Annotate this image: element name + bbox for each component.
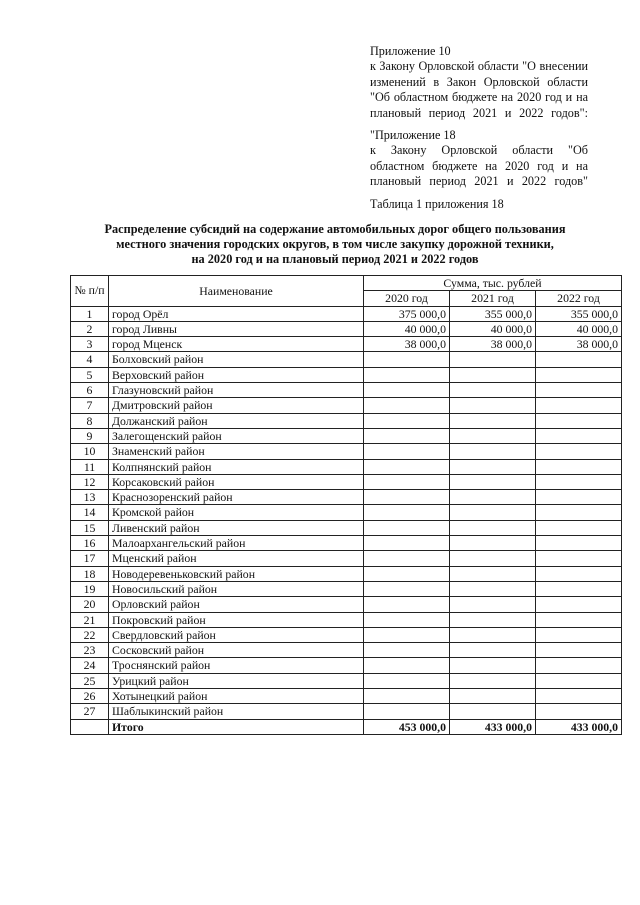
- row-number: 26: [71, 689, 109, 704]
- table-row: [71, 673, 622, 688]
- appendix-block: [370, 44, 588, 212]
- row-value-2021: [450, 551, 536, 566]
- table-total-row: [71, 719, 622, 734]
- row-number: 6: [71, 383, 109, 398]
- table-row: [71, 321, 622, 336]
- row-number: 8: [71, 413, 109, 428]
- row-name: Должанский район: [109, 413, 364, 428]
- row-value-2021: [450, 597, 536, 612]
- row-value-2021: 355 000,0: [450, 306, 536, 321]
- row-name: Глазуновский район: [109, 383, 364, 398]
- row-number: 4: [71, 352, 109, 367]
- row-value-2020: [364, 581, 450, 596]
- row-number: 14: [71, 505, 109, 520]
- row-value-2020: [364, 459, 450, 474]
- row-value-2022: [536, 383, 622, 398]
- row-value-2021: [450, 444, 536, 459]
- row-name: Малоархангельский район: [109, 536, 364, 551]
- row-value-2020: [364, 658, 450, 673]
- total-value-2022: 433 000,0: [536, 719, 622, 734]
- row-value-2021: [450, 383, 536, 398]
- row-value-2021: 40 000,0: [450, 321, 536, 336]
- row-name: Краснозоренский район: [109, 490, 364, 505]
- row-value-2022: [536, 581, 622, 596]
- row-name: город Орёл: [109, 306, 364, 321]
- title-line: на 2020 год и на плановый период 2021 и 2022 годов: [191, 252, 479, 267]
- header-year-2021: 2021 год: [450, 291, 536, 306]
- table-row: [71, 627, 622, 642]
- table-reference: Таблица 1 приложения 18: [370, 196, 504, 211]
- row-value-2022: [536, 658, 622, 673]
- table-row: [71, 643, 622, 658]
- row-value-2022: [536, 459, 622, 474]
- row-value-2020: [364, 566, 450, 581]
- row-number: 15: [71, 520, 109, 535]
- row-value-2021: [450, 689, 536, 704]
- row-name: Шаблыкинский район: [109, 704, 364, 719]
- row-number: 13: [71, 490, 109, 505]
- row-value-2020: [364, 474, 450, 489]
- appendix-law-reference: к Закону Орловской области "О внесении изменений в Закон Орловской области "Об областном бюджете на 2020 год и на плановый период 2021 и 2022 годов":: [370, 59, 588, 120]
- row-value-2020: 375 000,0: [364, 306, 450, 321]
- row-value-2020: [364, 597, 450, 612]
- row-name: Свердловский район: [109, 627, 364, 642]
- row-name: Новосильский район: [109, 581, 364, 596]
- row-value-2021: [450, 566, 536, 581]
- row-number: 11: [71, 459, 109, 474]
- row-name: Верховский район: [109, 367, 364, 382]
- table-row: [71, 704, 622, 719]
- row-value-2020: [364, 398, 450, 413]
- row-number: 25: [71, 673, 109, 688]
- total-number-cell: [71, 719, 109, 734]
- row-value-2021: [450, 643, 536, 658]
- table-row: [71, 581, 622, 596]
- table-row: [71, 459, 622, 474]
- row-name: Кромской район: [109, 505, 364, 520]
- row-number: 18: [71, 566, 109, 581]
- row-value-2021: [450, 581, 536, 596]
- row-name: Дмитровский район: [109, 398, 364, 413]
- row-number: 16: [71, 536, 109, 551]
- row-value-2020: [364, 689, 450, 704]
- row-value-2020: [364, 612, 450, 627]
- row-value-2021: [450, 367, 536, 382]
- row-value-2020: [364, 643, 450, 658]
- total-label: Итого: [109, 719, 364, 734]
- row-number: 10: [71, 444, 109, 459]
- row-value-2020: [364, 352, 450, 367]
- row-value-2022: [536, 536, 622, 551]
- table-row: [71, 413, 622, 428]
- table-row: [71, 428, 622, 443]
- row-value-2022: [536, 444, 622, 459]
- appendix-line: Приложение 10: [370, 44, 451, 58]
- appendix-line: "Приложение 18: [370, 128, 456, 143]
- row-value-2020: [364, 520, 450, 535]
- row-number: 5: [71, 367, 109, 382]
- row-value-2020: [364, 551, 450, 566]
- row-number: 20: [71, 597, 109, 612]
- total-value-2021: 433 000,0: [450, 719, 536, 734]
- row-value-2021: [450, 704, 536, 719]
- row-name: Знаменский район: [109, 444, 364, 459]
- table-row: [71, 352, 622, 367]
- row-value-2022: [536, 413, 622, 428]
- row-value-2020: [364, 444, 450, 459]
- row-number: 19: [71, 581, 109, 596]
- row-value-2022: 355 000,0: [536, 306, 622, 321]
- row-name: город Мценск: [109, 337, 364, 352]
- row-value-2021: [450, 474, 536, 489]
- table-row: [71, 658, 622, 673]
- table-row: [71, 474, 622, 489]
- header-sum: Сумма, тыс. рублей: [364, 276, 622, 291]
- table-row: [71, 398, 622, 413]
- row-value-2022: [536, 367, 622, 382]
- row-value-2022: [536, 474, 622, 489]
- row-value-2020: [364, 704, 450, 719]
- row-value-2021: [450, 505, 536, 520]
- table-row: [71, 689, 622, 704]
- table-row: [71, 383, 622, 398]
- table-row: [71, 337, 622, 352]
- row-value-2020: [364, 505, 450, 520]
- row-name: Покровский район: [109, 612, 364, 627]
- row-value-2022: [536, 673, 622, 688]
- total-value-2020: 453 000,0: [364, 719, 450, 734]
- appendix-law-reference: к Закону Орловской области "Об областном бюджете на 2020 год и на плановый период 2021 и 2022 годов": [370, 143, 588, 189]
- row-number: 23: [71, 643, 109, 658]
- row-value-2020: [364, 383, 450, 398]
- row-number: 24: [71, 658, 109, 673]
- row-value-2020: [364, 673, 450, 688]
- row-number: 2: [71, 321, 109, 336]
- row-value-2021: [450, 398, 536, 413]
- table-row: [71, 490, 622, 505]
- row-name: Троснянский район: [109, 658, 364, 673]
- row-value-2020: [364, 413, 450, 428]
- title-line: местного значения городских округов, в том числе закупку дорожной техники,: [116, 237, 554, 252]
- row-value-2022: [536, 689, 622, 704]
- row-name: Урицкий район: [109, 673, 364, 688]
- row-number: 7: [71, 398, 109, 413]
- row-value-2020: [364, 536, 450, 551]
- row-number: 22: [71, 627, 109, 642]
- row-value-2022: [536, 566, 622, 581]
- table-row: [71, 505, 622, 520]
- table-row: [71, 306, 622, 321]
- row-value-2020: [364, 367, 450, 382]
- header-name: Наименование: [109, 276, 364, 307]
- document-title: [70, 222, 600, 268]
- row-number: 17: [71, 551, 109, 566]
- row-value-2022: 40 000,0: [536, 321, 622, 336]
- row-name: Болховский район: [109, 352, 364, 367]
- row-value-2021: [450, 428, 536, 443]
- header-year-2022: 2022 год: [536, 291, 622, 306]
- row-value-2021: [450, 459, 536, 474]
- row-value-2021: [450, 352, 536, 367]
- row-value-2020: [364, 627, 450, 642]
- table-row: [71, 597, 622, 612]
- row-value-2022: [536, 505, 622, 520]
- row-value-2022: [536, 428, 622, 443]
- title-line: Распределение субсидий на содержание автомобильных дорог общего пользования: [104, 222, 566, 236]
- row-name: город Ливны: [109, 321, 364, 336]
- row-value-2022: [536, 352, 622, 367]
- row-number: 12: [71, 474, 109, 489]
- row-value-2022: [536, 520, 622, 535]
- row-number: 3: [71, 337, 109, 352]
- table-row: [71, 367, 622, 382]
- row-name: Мценский район: [109, 551, 364, 566]
- subsidy-table: [70, 275, 622, 735]
- table-row: [71, 444, 622, 459]
- row-name: Корсаковский район: [109, 474, 364, 489]
- row-value-2022: [536, 627, 622, 642]
- row-value-2022: [536, 643, 622, 658]
- row-value-2021: [450, 673, 536, 688]
- row-value-2022: [536, 398, 622, 413]
- row-value-2021: [450, 413, 536, 428]
- row-value-2022: [536, 597, 622, 612]
- table-row: [71, 551, 622, 566]
- row-name: Ливенский район: [109, 520, 364, 535]
- row-value-2020: [364, 490, 450, 505]
- row-number: 27: [71, 704, 109, 719]
- row-value-2022: [536, 490, 622, 505]
- row-value-2021: [450, 627, 536, 642]
- row-name: Колпнянский район: [109, 459, 364, 474]
- row-name: Залегощенский район: [109, 428, 364, 443]
- row-value-2022: [536, 704, 622, 719]
- row-value-2021: 38 000,0: [450, 337, 536, 352]
- row-value-2022: 38 000,0: [536, 337, 622, 352]
- header-number: № п/п: [71, 276, 109, 307]
- table-row: [71, 566, 622, 581]
- row-value-2020: 38 000,0: [364, 337, 450, 352]
- row-name: Орловский район: [109, 597, 364, 612]
- row-name: Сосковский район: [109, 643, 364, 658]
- row-value-2021: [450, 520, 536, 535]
- row-value-2021: [450, 490, 536, 505]
- header-year-2020: 2020 год: [364, 291, 450, 306]
- table-row: [71, 536, 622, 551]
- row-number: 1: [71, 306, 109, 321]
- row-name: Новодеревеньковский район: [109, 566, 364, 581]
- table-row: [71, 612, 622, 627]
- row-number: 9: [71, 428, 109, 443]
- row-value-2020: [364, 428, 450, 443]
- row-value-2022: [536, 551, 622, 566]
- row-number: 21: [71, 612, 109, 627]
- row-value-2021: [450, 612, 536, 627]
- row-value-2020: 40 000,0: [364, 321, 450, 336]
- row-value-2021: [450, 658, 536, 673]
- row-value-2022: [536, 612, 622, 627]
- row-value-2021: [450, 536, 536, 551]
- row-name: Хотынецкий район: [109, 689, 364, 704]
- table-row: [71, 520, 622, 535]
